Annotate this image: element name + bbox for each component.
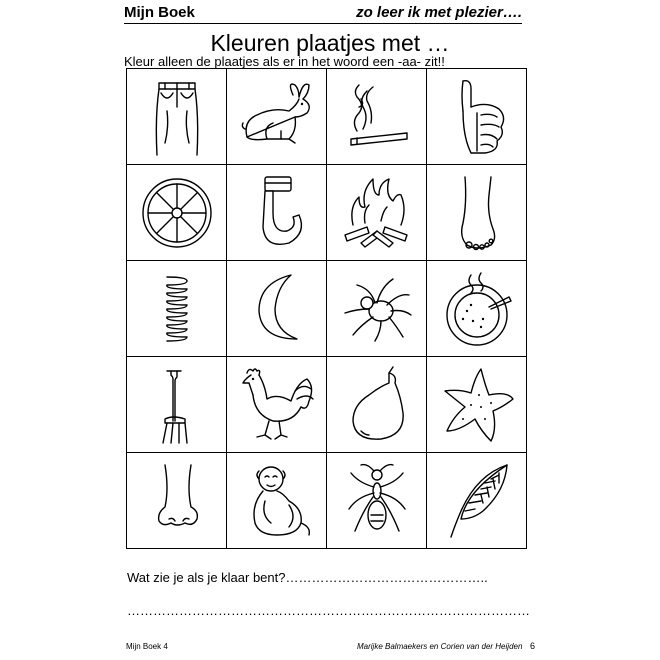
grid-cell-pants[interactable] (127, 69, 227, 165)
grid-cell-campfire[interactable] (327, 165, 427, 261)
grid-cell-ant[interactable] (327, 453, 427, 549)
grid-cell-hook[interactable] (227, 165, 327, 261)
foot-icon (437, 173, 517, 253)
grid-cell-wheel[interactable] (127, 165, 227, 261)
starfish-icon (437, 365, 517, 445)
wheel-icon (137, 173, 217, 253)
cigarette-icon (337, 77, 417, 157)
grid-cell-moon[interactable] (227, 261, 327, 357)
spring-icon (137, 269, 217, 349)
grid-cell-soup-bowl[interactable] (427, 261, 527, 357)
monkey-icon (237, 461, 317, 541)
soup-bowl-icon (437, 269, 517, 349)
page-title: Kleuren plaatjes met … (210, 30, 450, 56)
grid-cell-starfish[interactable] (427, 357, 527, 453)
pear-icon (337, 365, 417, 445)
pitchfork-icon (137, 365, 217, 445)
nose-icon (137, 461, 217, 541)
grid-cell-nose[interactable] (127, 453, 227, 549)
rabbit-icon (237, 77, 317, 157)
grid-cell-monkey[interactable] (227, 453, 327, 549)
spider-icon (337, 269, 417, 349)
picture-grid (127, 69, 527, 549)
ant-icon (337, 461, 417, 541)
header-right: zo leer ik met plezier…. (356, 4, 522, 21)
question-line[interactable]: Wat zie je als je klaar bent?……………………………………….. (127, 570, 488, 585)
grid-cell-thumb[interactable] (427, 69, 527, 165)
grid-cell-pitchfork[interactable] (127, 357, 227, 453)
rooster-icon (237, 365, 317, 445)
grid-cell-spring[interactable] (127, 261, 227, 357)
hook-icon (237, 173, 317, 253)
instruction-text: Kleur alleen de plaatjes als er in het woord een -aa- zit!! (124, 54, 445, 69)
header-divider (124, 23, 522, 24)
answer-line[interactable]: ………………………………………………………………………………… (127, 603, 530, 618)
grid-cell-cigarette[interactable] (327, 69, 427, 165)
grid-cell-feather[interactable] (427, 453, 527, 549)
footer-authors: Marijke Balmaekers en Corien van der Heijden (357, 642, 523, 651)
header-left: Mijn Boek (124, 4, 195, 21)
grid-cell-rooster[interactable] (227, 357, 327, 453)
campfire-icon (337, 173, 417, 253)
pants-icon (137, 77, 217, 157)
grid-cell-rabbit[interactable] (227, 69, 327, 165)
grid-cell-spider[interactable] (327, 261, 427, 357)
moon-icon (237, 269, 317, 349)
grid-cell-foot[interactable] (427, 165, 527, 261)
feather-icon (437, 461, 517, 541)
footer-left: Mijn Boek 4 (126, 642, 168, 651)
thumb-icon (437, 77, 517, 157)
page-number: 6 (530, 641, 536, 651)
grid-cell-pear[interactable] (327, 357, 427, 453)
